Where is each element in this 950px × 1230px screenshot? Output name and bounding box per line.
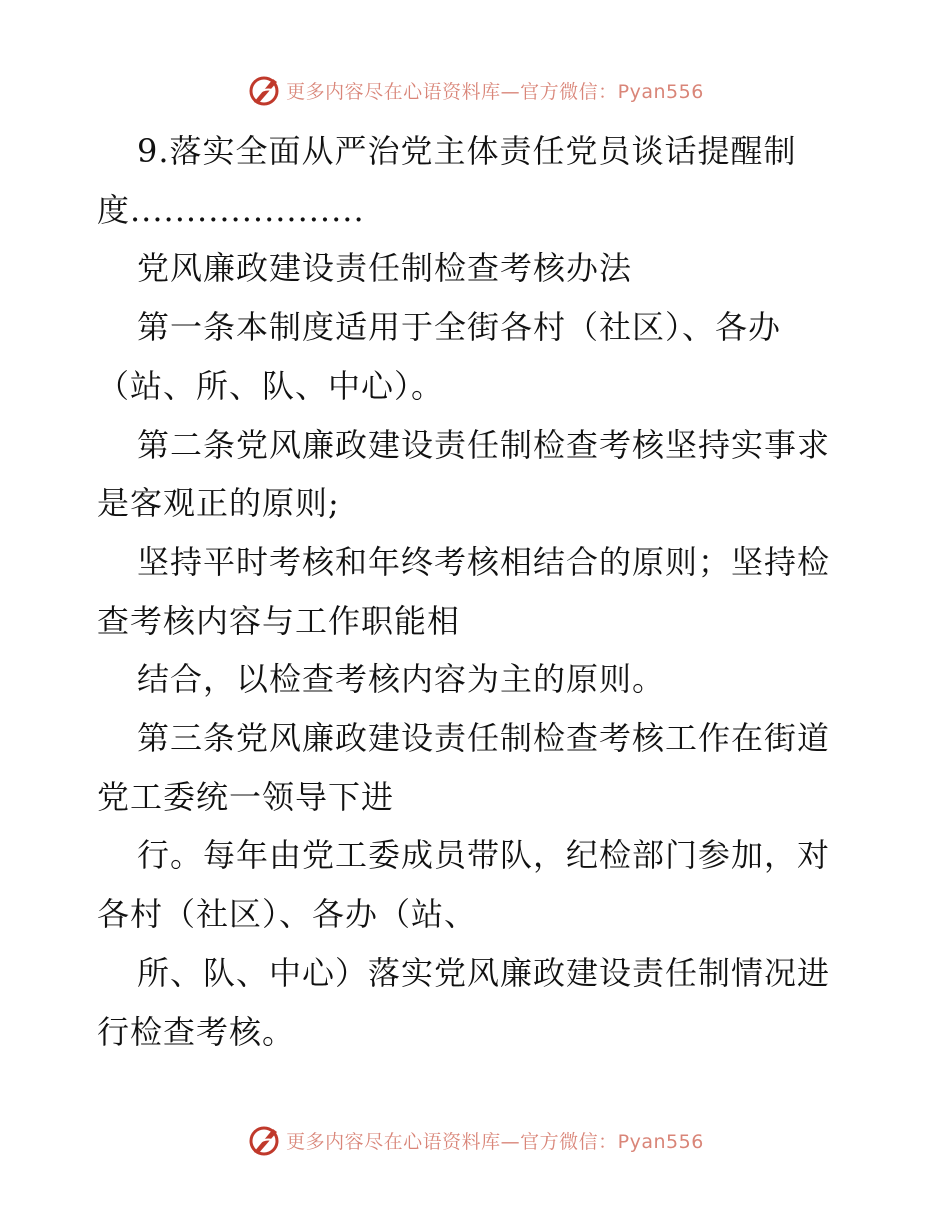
watermark-banner-top [0,70,950,110]
text-line: 结合，以检查考核内容为主的原则。 [137,660,666,699]
text-line: （站、所、队、中心）。 [97,366,445,405]
text-line: 度..................... [97,190,365,229]
text-line: 行。每年由党工委成员带队，纪检部门参加，对 [137,836,831,875]
text-line: 所、队、中心）落实党风廉政建设责任制情况进 [137,953,831,992]
text-line: 查考核内容与工作职能相 [97,601,461,640]
text-line: 是客观正的原则; [97,484,340,523]
text-line: 各村（社区）、各办（站、 [97,895,478,934]
quill-logo-icon [246,72,282,108]
quill-logo-icon [246,1122,282,1158]
text-line: 第二条党风廉政建设责任制检查考核坚持实事求 [137,425,831,464]
text-line: 坚持平时考核和年终考核相结合的原则；坚持检 [137,542,831,581]
document-body [97,122,857,1061]
text-line: 行检查考核。 [97,1012,296,1051]
watermark-text: 更多内容尽在心语资料库—官方微信：Pyan556 [286,80,704,103]
text-line: 党工委统一领导下进 [97,777,395,816]
watermark-banner-bottom [0,1120,950,1160]
watermark-text: 更多内容尽在心语资料库—官方微信：Pyan556 [286,1130,704,1153]
text-line: 第一条本制度适用于全街各村（社区）、各办 [137,308,782,347]
text-line: 第三条党风廉政建设责任制检查考核工作在街道 [137,719,831,758]
section-title: 党风廉政建设责任制检查考核办法 [137,249,633,288]
text-line: 9.落实全面从严治党主体责任党员谈话提醒制 [137,132,797,170]
